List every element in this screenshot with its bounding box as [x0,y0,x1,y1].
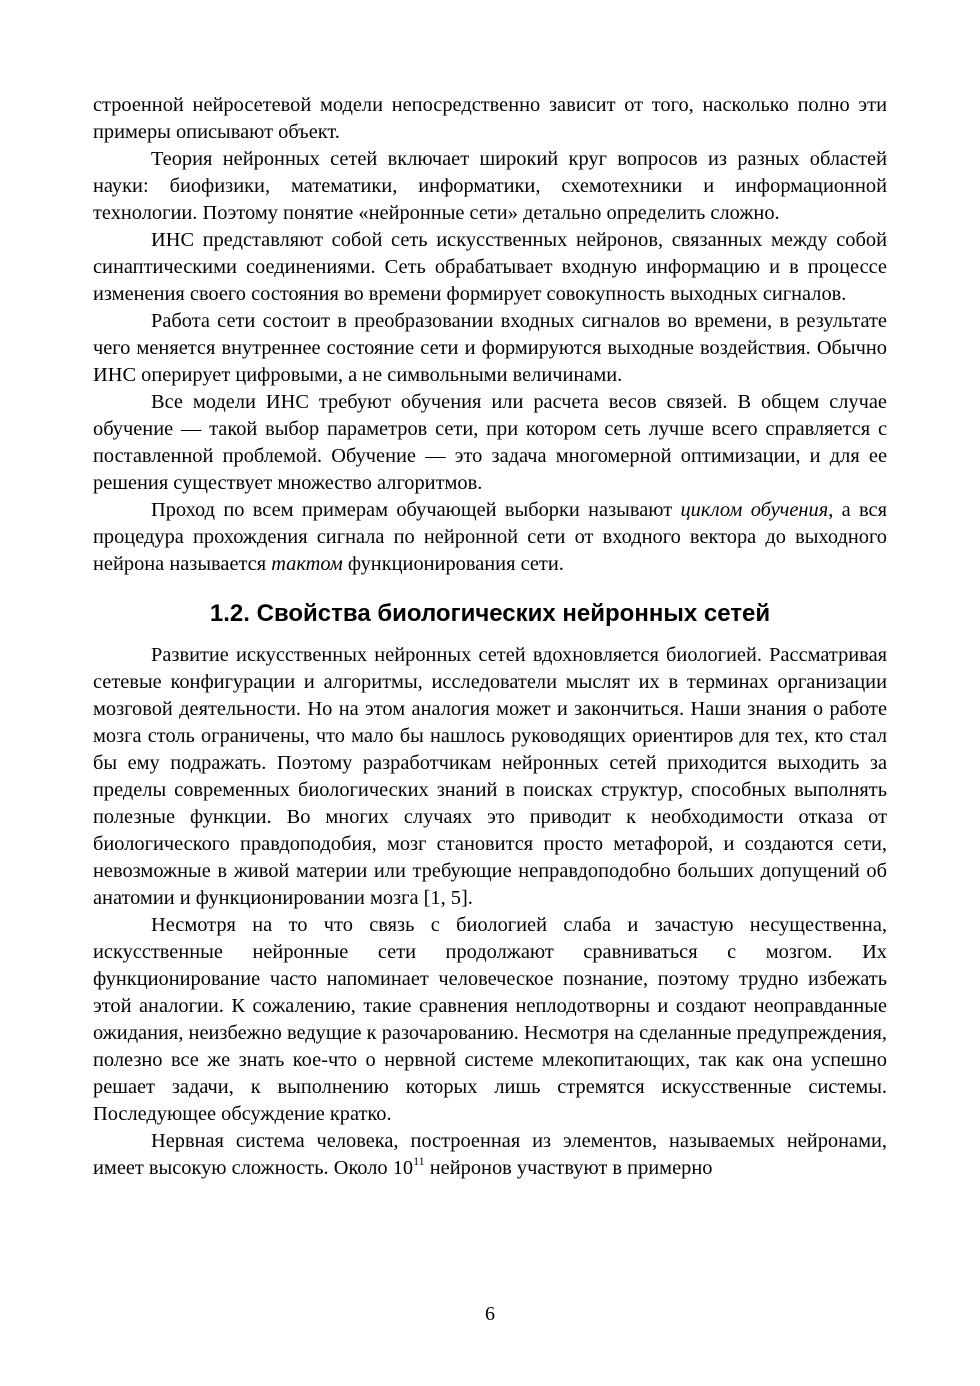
paragraph-training: Все модели ИНС требуют обучения или расчета весов связей. В общем случае обучение — такой выбор параметров сети, при котором сеть лучше всего справляется с поставленной проблемой. Обучение — это задача многомерной оптимизации, и для ее решения существует множество алгоритмов. [93,391,887,494]
exponent: 11 [413,1154,425,1168]
term-tact: тактом [271,553,343,575]
paragraph-ann-definition: ИНС представляют собой сеть искусственных нейронов, связанных между собой синаптическими соединениями. Сеть обрабатывает входную информацию и в процессе изменения своего состояния во времени формирует совокупность выходных сигналов. [93,229,887,305]
text-run: нейронов участвуют в примерно [424,1157,713,1179]
text-run: Проход по всем примерам обучающей выборки называют [151,499,681,521]
paragraph-biology-inspiration: Развитие искусственных нейронных сетей вдохновляется биологией. Рассматривая сетевые конфигурации и алгоритмы, исследователи мыслят их в терминах организации мозговой деятельности. Но на этом аналогия может и закончиться. Наши знания о работе мозга столь ограничены, что мало бы нашлось руководящих ориентиров для тех, кто стал бы ему подражать. Поэтому разработчикам нейронных сетей приходится выходить за пределы современных биологических знаний в поисках структур, способных выполнять полезные функции. Во многих случаях это приводит к необходимости отказа от биологического правдоподобия, мозг становится просто метафорой, и создаются сети, невозможные в живой материи или требующие неправдоподобно больших допущений об анатомии и функционировании мозга [1, 5]. [93,644,887,909]
paragraph-network-operation: Работа сети состоит в преобразовании входных сигналов во времени, в результате чего меняется внутреннее состояние сети и формируются выходные воздействия. Обычно ИНС оперирует цифровыми, а не символьными величинами. [93,310,887,386]
page-number: 6 [485,1303,495,1325]
paragraph-nervous-system [93,1128,887,1182]
page-body [93,92,887,1182]
term-training-cycle: циклом обучения [680,499,829,521]
section-heading: 1.2. Свойства биологических нейронных сетей [209,600,771,627]
paragraph-training-cycle [93,497,887,578]
paragraph-continuation: строенной нейросетевой модели непосредственно зависит от того, насколько полно эти примеры описывают объект. [93,94,887,143]
text-run: Нервная система человека, построенная из элементов, называемых нейронами, имеет высокую сложность. Около 10 [93,1130,887,1179]
paragraph-theory-scope: Теория нейронных сетей включает широкий круг вопросов из разных областей науки: биофизики, математики, информатики, схемотехники и информационной технологии. Поэтому понятие «нейронные сети» детально определить сложно. [93,148,887,224]
paragraph-brain-comparison: Несмотря на то что связь с биологией слаба и зачастую несущественна, искусственные нейронные сети продолжают сравниваться с мозгом. Их функционирование часто напоминает человеческое познание, поэтому трудно избежать этой аналогии. К сожалению, такие сравнения неплодотворны и создают неоправданные ожидания, неизбежно ведущие к разочарованию. Несмотря на сделанные предупреждения, полезно все же знать кое-что о нервной системе млекопитающих, так как она успешно решает задачи, к выполнению которых лишь стремятся искусственные системы. Последующее обсуждение кратко. [93,914,887,1125]
text-run: функционирования сети. [342,553,564,575]
text-run: , а вся процедура прохождения сигнала по нейронной сети от входного вектора до выходного нейрона называется [93,499,887,575]
